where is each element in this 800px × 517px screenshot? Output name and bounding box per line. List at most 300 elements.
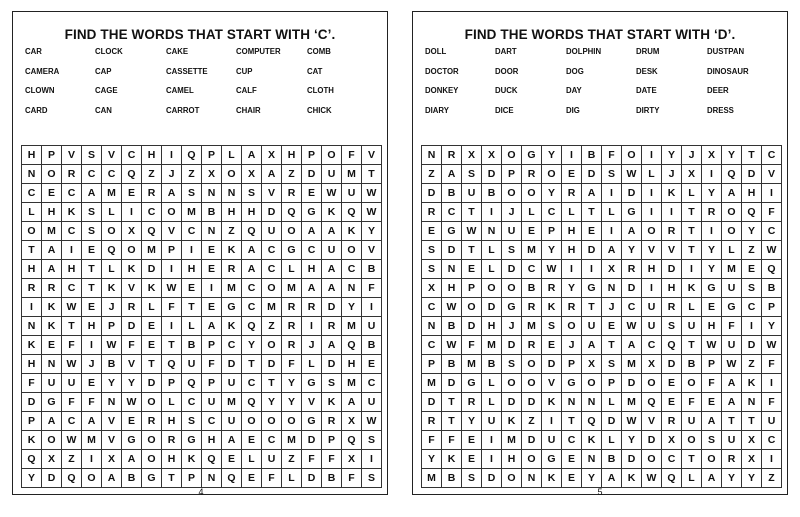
grid-cell[interactable]: E [702, 393, 722, 412]
grid-cell[interactable]: L [602, 393, 622, 412]
grid-cell[interactable]: U [722, 431, 742, 450]
grid-cell[interactable]: I [182, 241, 202, 260]
grid-cell[interactable]: L [522, 203, 542, 222]
grid-cell[interactable]: R [702, 203, 722, 222]
grid-cell[interactable]: E [662, 393, 682, 412]
grid-cell[interactable]: C [62, 184, 82, 203]
grid-cell[interactable]: R [42, 279, 62, 298]
grid-cell[interactable]: Z [182, 165, 202, 184]
grid-cell[interactable]: X [202, 165, 222, 184]
grid-cell[interactable]: D [502, 260, 522, 279]
grid-cell[interactable]: I [662, 203, 682, 222]
grid-cell[interactable]: Y [542, 241, 562, 260]
grid-cell[interactable]: J [562, 336, 582, 355]
grid-cell[interactable]: Q [282, 203, 302, 222]
grid-cell[interactable]: Y [582, 469, 602, 488]
grid-cell[interactable]: N [602, 279, 622, 298]
grid-cell[interactable]: B [362, 336, 382, 355]
grid-cell[interactable]: V [362, 241, 382, 260]
grid-cell[interactable]: N [22, 317, 42, 336]
grid-cell[interactable]: Y [702, 184, 722, 203]
grid-cell[interactable]: D [642, 431, 662, 450]
grid-cell[interactable]: G [622, 203, 642, 222]
grid-cell[interactable]: B [182, 336, 202, 355]
grid-cell[interactable]: K [222, 241, 242, 260]
grid-cell[interactable]: P [562, 355, 582, 374]
grid-cell[interactable]: H [22, 146, 42, 165]
grid-cell[interactable]: O [282, 222, 302, 241]
grid-cell[interactable]: S [542, 317, 562, 336]
grid-cell[interactable]: G [442, 222, 462, 241]
grid-cell[interactable]: L [602, 431, 622, 450]
grid-cell[interactable]: A [582, 336, 602, 355]
grid-cell[interactable]: F [362, 279, 382, 298]
grid-cell[interactable]: O [642, 222, 662, 241]
grid-cell[interactable]: R [442, 146, 462, 165]
grid-cell[interactable]: M [622, 355, 642, 374]
grid-cell[interactable]: R [302, 298, 322, 317]
grid-cell[interactable]: W [362, 203, 382, 222]
grid-cell[interactable]: J [162, 165, 182, 184]
grid-cell[interactable]: L [282, 260, 302, 279]
grid-cell[interactable]: K [622, 469, 642, 488]
grid-cell[interactable]: D [442, 374, 462, 393]
grid-cell[interactable]: C [622, 298, 642, 317]
grid-cell[interactable]: E [662, 374, 682, 393]
grid-cell[interactable]: D [742, 165, 762, 184]
grid-cell[interactable]: K [62, 203, 82, 222]
grid-cell[interactable]: Q [662, 336, 682, 355]
grid-cell[interactable]: A [262, 165, 282, 184]
grid-cell[interactable]: E [182, 279, 202, 298]
grid-cell[interactable]: W [62, 355, 82, 374]
grid-cell[interactable]: U [482, 412, 502, 431]
grid-cell[interactable]: J [602, 298, 622, 317]
grid-cell[interactable]: R [422, 412, 442, 431]
grid-cell[interactable]: H [62, 260, 82, 279]
grid-cell[interactable]: H [562, 222, 582, 241]
grid-cell[interactable]: S [462, 165, 482, 184]
grid-cell[interactable]: V [62, 146, 82, 165]
grid-cell[interactable]: Q [242, 393, 262, 412]
grid-cell[interactable]: V [642, 241, 662, 260]
grid-cell[interactable]: J [502, 203, 522, 222]
grid-cell[interactable]: Y [722, 469, 742, 488]
grid-cell[interactable]: L [222, 146, 242, 165]
grid-cell[interactable]: F [682, 393, 702, 412]
grid-cell[interactable]: T [682, 241, 702, 260]
grid-cell[interactable]: O [502, 374, 522, 393]
grid-cell[interactable]: A [162, 184, 182, 203]
grid-cell[interactable]: I [542, 412, 562, 431]
grid-cell[interactable]: C [342, 260, 362, 279]
grid-cell[interactable]: I [362, 298, 382, 317]
grid-cell[interactable]: Z [422, 165, 442, 184]
grid-cell[interactable]: D [142, 374, 162, 393]
grid-cell[interactable]: B [202, 203, 222, 222]
grid-cell[interactable]: I [162, 317, 182, 336]
grid-cell[interactable]: T [682, 336, 702, 355]
grid-cell[interactable]: T [602, 336, 622, 355]
grid-cell[interactable]: G [142, 469, 162, 488]
grid-cell[interactable]: I [62, 241, 82, 260]
grid-cell[interactable]: G [582, 279, 602, 298]
grid-cell[interactable]: U [582, 317, 602, 336]
grid-cell[interactable]: O [642, 374, 662, 393]
grid-cell[interactable]: E [202, 241, 222, 260]
grid-cell[interactable]: Y [282, 374, 302, 393]
grid-cell[interactable]: O [622, 146, 642, 165]
grid-cell[interactable]: I [642, 184, 662, 203]
grid-cell[interactable]: P [42, 146, 62, 165]
grid-cell[interactable]: W [542, 260, 562, 279]
grid-cell[interactable]: I [602, 222, 622, 241]
grid-cell[interactable]: F [762, 393, 782, 412]
grid-cell[interactable]: Y [542, 146, 562, 165]
grid-cell[interactable]: F [282, 355, 302, 374]
grid-cell[interactable]: T [162, 469, 182, 488]
grid-cell[interactable]: M [422, 374, 442, 393]
grid-cell[interactable]: O [642, 450, 662, 469]
grid-cell[interactable]: J [82, 355, 102, 374]
grid-cell[interactable]: T [182, 298, 202, 317]
grid-cell[interactable]: G [522, 146, 542, 165]
grid-cell[interactable]: R [562, 298, 582, 317]
grid-cell[interactable]: Q [182, 146, 202, 165]
grid-cell[interactable]: O [502, 184, 522, 203]
grid-cell[interactable]: W [462, 222, 482, 241]
grid-cell[interactable]: U [362, 393, 382, 412]
grid-cell[interactable]: T [562, 412, 582, 431]
grid-cell[interactable]: D [302, 469, 322, 488]
grid-cell[interactable]: C [262, 241, 282, 260]
grid-cell[interactable]: I [162, 146, 182, 165]
grid-cell[interactable]: H [202, 431, 222, 450]
grid-cell[interactable]: S [242, 184, 262, 203]
grid-cell[interactable]: N [582, 393, 602, 412]
grid-cell[interactable]: I [82, 450, 102, 469]
grid-cell[interactable]: P [202, 146, 222, 165]
grid-cell[interactable]: J [102, 298, 122, 317]
grid-cell[interactable]: R [622, 260, 642, 279]
grid-cell[interactable]: R [562, 184, 582, 203]
grid-cell[interactable]: O [322, 146, 342, 165]
grid-cell[interactable]: C [422, 336, 442, 355]
grid-cell[interactable]: U [182, 355, 202, 374]
grid-cell[interactable]: R [322, 317, 342, 336]
grid-cell[interactable]: D [662, 355, 682, 374]
grid-cell[interactable]: U [342, 184, 362, 203]
grid-cell[interactable]: R [662, 412, 682, 431]
grid-cell[interactable]: W [622, 412, 642, 431]
grid-cell[interactable]: N [582, 450, 602, 469]
grid-cell[interactable]: E [562, 450, 582, 469]
grid-cell[interactable]: E [462, 450, 482, 469]
grid-cell[interactable]: L [562, 203, 582, 222]
grid-cell[interactable]: I [362, 450, 382, 469]
grid-cell[interactable]: P [762, 298, 782, 317]
grid-cell[interactable]: A [602, 469, 622, 488]
grid-cell[interactable]: O [462, 298, 482, 317]
grid-cell[interactable]: T [742, 146, 762, 165]
grid-cell[interactable]: T [742, 412, 762, 431]
grid-cell[interactable]: F [702, 374, 722, 393]
grid-cell[interactable]: T [462, 241, 482, 260]
grid-cell[interactable]: Z [742, 355, 762, 374]
grid-cell[interactable]: Q [342, 203, 362, 222]
grid-cell[interactable]: X [342, 450, 362, 469]
grid-cell[interactable]: O [262, 279, 282, 298]
grid-cell[interactable]: L [682, 469, 702, 488]
grid-cell[interactable]: F [422, 431, 442, 450]
grid-cell[interactable]: D [602, 412, 622, 431]
grid-cell[interactable]: E [242, 431, 262, 450]
grid-cell[interactable]: R [542, 279, 562, 298]
grid-cell[interactable]: G [282, 241, 302, 260]
grid-cell[interactable]: H [302, 260, 322, 279]
grid-cell[interactable]: F [462, 336, 482, 355]
grid-cell[interactable]: X [702, 146, 722, 165]
grid-cell[interactable]: Y [22, 469, 42, 488]
grid-cell[interactable]: A [602, 241, 622, 260]
grid-cell[interactable]: V [262, 184, 282, 203]
grid-cell[interactable]: O [262, 336, 282, 355]
grid-cell[interactable]: R [522, 336, 542, 355]
grid-cell[interactable]: U [202, 393, 222, 412]
grid-cell[interactable]: F [202, 355, 222, 374]
grid-cell[interactable]: H [482, 317, 502, 336]
grid-cell[interactable]: T [242, 355, 262, 374]
grid-cell[interactable]: C [362, 374, 382, 393]
grid-cell[interactable]: U [222, 412, 242, 431]
grid-cell[interactable]: K [342, 222, 362, 241]
grid-cell[interactable]: I [702, 165, 722, 184]
grid-cell[interactable]: U [322, 241, 342, 260]
grid-cell[interactable]: P [162, 241, 182, 260]
grid-cell[interactable]: L [142, 298, 162, 317]
grid-cell[interactable]: Q [342, 336, 362, 355]
grid-cell[interactable]: Z [222, 222, 242, 241]
grid-cell[interactable]: T [22, 241, 42, 260]
grid-cell[interactable]: Z [142, 165, 162, 184]
grid-cell[interactable]: F [122, 336, 142, 355]
grid-cell[interactable]: I [642, 146, 662, 165]
grid-cell[interactable]: G [222, 298, 242, 317]
grid-cell[interactable]: E [82, 374, 102, 393]
grid-cell[interactable]: Y [262, 393, 282, 412]
grid-cell[interactable]: X [42, 450, 62, 469]
grid-cell[interactable]: P [182, 469, 202, 488]
grid-cell[interactable]: X [602, 260, 622, 279]
grid-cell[interactable]: F [602, 146, 622, 165]
grid-cell[interactable]: H [642, 260, 662, 279]
grid-cell[interactable]: H [502, 450, 522, 469]
grid-cell[interactable]: K [682, 279, 702, 298]
grid-cell[interactable]: D [482, 165, 502, 184]
grid-cell[interactable]: V [642, 412, 662, 431]
grid-cell[interactable]: B [442, 184, 462, 203]
grid-cell[interactable]: I [562, 146, 582, 165]
grid-cell[interactable]: U [62, 374, 82, 393]
grid-cell[interactable]: Y [662, 146, 682, 165]
grid-cell[interactable]: I [22, 298, 42, 317]
grid-cell[interactable]: Y [742, 222, 762, 241]
grid-cell[interactable]: T [162, 336, 182, 355]
grid-cell[interactable]: U [762, 412, 782, 431]
grid-cell[interactable]: K [742, 374, 762, 393]
grid-cell[interactable]: C [742, 298, 762, 317]
grid-cell[interactable]: R [522, 298, 542, 317]
grid-cell[interactable]: Q [242, 222, 262, 241]
grid-cell[interactable]: A [322, 336, 342, 355]
grid-cell[interactable]: B [582, 146, 602, 165]
grid-cell[interactable]: A [242, 146, 262, 165]
grid-cell[interactable]: X [262, 146, 282, 165]
grid-cell[interactable]: P [162, 374, 182, 393]
grid-cell[interactable]: N [222, 184, 242, 203]
grid-cell[interactable]: E [462, 260, 482, 279]
grid-cell[interactable]: C [22, 184, 42, 203]
grid-cell[interactable]: Y [462, 412, 482, 431]
grid-cell[interactable]: R [62, 165, 82, 184]
grid-cell[interactable]: D [622, 184, 642, 203]
grid-cell[interactable]: E [422, 222, 442, 241]
grid-cell[interactable]: C [542, 203, 562, 222]
grid-cell[interactable]: D [662, 260, 682, 279]
grid-cell[interactable]: I [162, 260, 182, 279]
grid-cell[interactable]: I [762, 184, 782, 203]
grid-cell[interactable]: I [682, 260, 702, 279]
grid-cell[interactable]: D [422, 393, 442, 412]
grid-cell[interactable]: S [742, 279, 762, 298]
grid-cell[interactable]: F [22, 374, 42, 393]
grid-cell[interactable]: A [722, 184, 742, 203]
grid-cell[interactable]: H [82, 317, 102, 336]
grid-cell[interactable]: V [662, 241, 682, 260]
grid-cell[interactable]: K [582, 431, 602, 450]
grid-cell[interactable]: S [602, 355, 622, 374]
grid-cell[interactable]: A [342, 393, 362, 412]
grid-cell[interactable]: O [522, 374, 542, 393]
grid-cell[interactable]: P [462, 279, 482, 298]
grid-cell[interactable]: M [502, 431, 522, 450]
grid-cell[interactable]: V [122, 355, 142, 374]
grid-cell[interactable]: O [102, 222, 122, 241]
grid-cell[interactable]: G [722, 298, 742, 317]
grid-cell[interactable]: E [202, 298, 222, 317]
grid-cell[interactable]: N [202, 184, 222, 203]
grid-cell[interactable]: O [42, 165, 62, 184]
grid-cell[interactable]: Y [562, 279, 582, 298]
grid-cell[interactable]: S [82, 222, 102, 241]
grid-cell[interactable]: A [722, 393, 742, 412]
grid-cell[interactable]: W [762, 241, 782, 260]
grid-cell[interactable]: Q [202, 450, 222, 469]
grid-cell[interactable]: P [322, 431, 342, 450]
grid-cell[interactable]: G [302, 412, 322, 431]
grid-cell[interactable]: F [762, 355, 782, 374]
grid-cell[interactable]: R [282, 298, 302, 317]
grid-cell[interactable]: Q [662, 469, 682, 488]
grid-cell[interactable]: O [682, 431, 702, 450]
grid-cell[interactable]: C [242, 374, 262, 393]
grid-cell[interactable]: Y [422, 450, 442, 469]
grid-cell[interactable]: S [502, 355, 522, 374]
grid-cell[interactable]: T [682, 450, 702, 469]
grid-cell[interactable]: E [202, 260, 222, 279]
grid-cell[interactable]: R [222, 260, 242, 279]
grid-cell[interactable]: C [202, 412, 222, 431]
grid-cell[interactable]: Y [702, 260, 722, 279]
grid-cell[interactable]: H [42, 203, 62, 222]
grid-cell[interactable]: C [182, 222, 202, 241]
grid-cell[interactable]: E [122, 184, 142, 203]
grid-cell[interactable]: O [142, 450, 162, 469]
grid-cell[interactable]: Y [742, 469, 762, 488]
grid-cell[interactable]: F [62, 393, 82, 412]
grid-cell[interactable]: I [642, 203, 662, 222]
grid-cell[interactable]: H [342, 355, 362, 374]
grid-cell[interactable]: X [102, 450, 122, 469]
grid-cell[interactable]: G [182, 431, 202, 450]
grid-cell[interactable]: U [682, 412, 702, 431]
grid-cell[interactable]: L [282, 469, 302, 488]
grid-cell[interactable]: X [742, 450, 762, 469]
grid-cell[interactable]: U [462, 184, 482, 203]
grid-cell[interactable]: Y [702, 241, 722, 260]
grid-cell[interactable]: N [202, 469, 222, 488]
grid-cell[interactable]: O [342, 241, 362, 260]
grid-cell[interactable]: D [622, 450, 642, 469]
grid-cell[interactable]: E [522, 222, 542, 241]
grid-cell[interactable]: F [442, 431, 462, 450]
grid-cell[interactable]: M [82, 431, 102, 450]
grid-cell[interactable]: U [642, 298, 662, 317]
grid-cell[interactable]: I [482, 203, 502, 222]
grid-cell[interactable]: D [262, 203, 282, 222]
grid-cell[interactable]: I [762, 374, 782, 393]
grid-cell[interactable]: L [482, 241, 502, 260]
grid-cell[interactable]: W [322, 184, 342, 203]
grid-cell[interactable]: L [242, 450, 262, 469]
grid-cell[interactable]: K [42, 317, 62, 336]
grid-cell[interactable]: R [282, 184, 302, 203]
grid-cell[interactable]: H [142, 146, 162, 165]
grid-cell[interactable]: Q [22, 450, 42, 469]
grid-cell[interactable]: R [722, 450, 742, 469]
grid-cell[interactable]: G [302, 203, 322, 222]
grid-cell[interactable]: H [182, 260, 202, 279]
grid-cell[interactable]: E [562, 165, 582, 184]
grid-cell[interactable]: G [302, 374, 322, 393]
grid-cell[interactable]: R [462, 393, 482, 412]
grid-cell[interactable]: M [222, 279, 242, 298]
grid-cell[interactable]: H [162, 450, 182, 469]
grid-cell[interactable]: T [82, 279, 102, 298]
grid-cell[interactable]: C [442, 203, 462, 222]
grid-cell[interactable]: D [22, 393, 42, 412]
grid-cell[interactable]: A [82, 184, 102, 203]
grid-cell[interactable]: L [162, 393, 182, 412]
grid-cell[interactable]: N [522, 469, 542, 488]
grid-cell[interactable]: V [302, 393, 322, 412]
grid-cell[interactable]: H [442, 279, 462, 298]
grid-cell[interactable]: A [442, 165, 462, 184]
grid-cell[interactable]: S [662, 317, 682, 336]
grid-cell[interactable]: C [562, 431, 582, 450]
grid-cell[interactable]: W [722, 355, 742, 374]
grid-cell[interactable]: P [202, 336, 222, 355]
